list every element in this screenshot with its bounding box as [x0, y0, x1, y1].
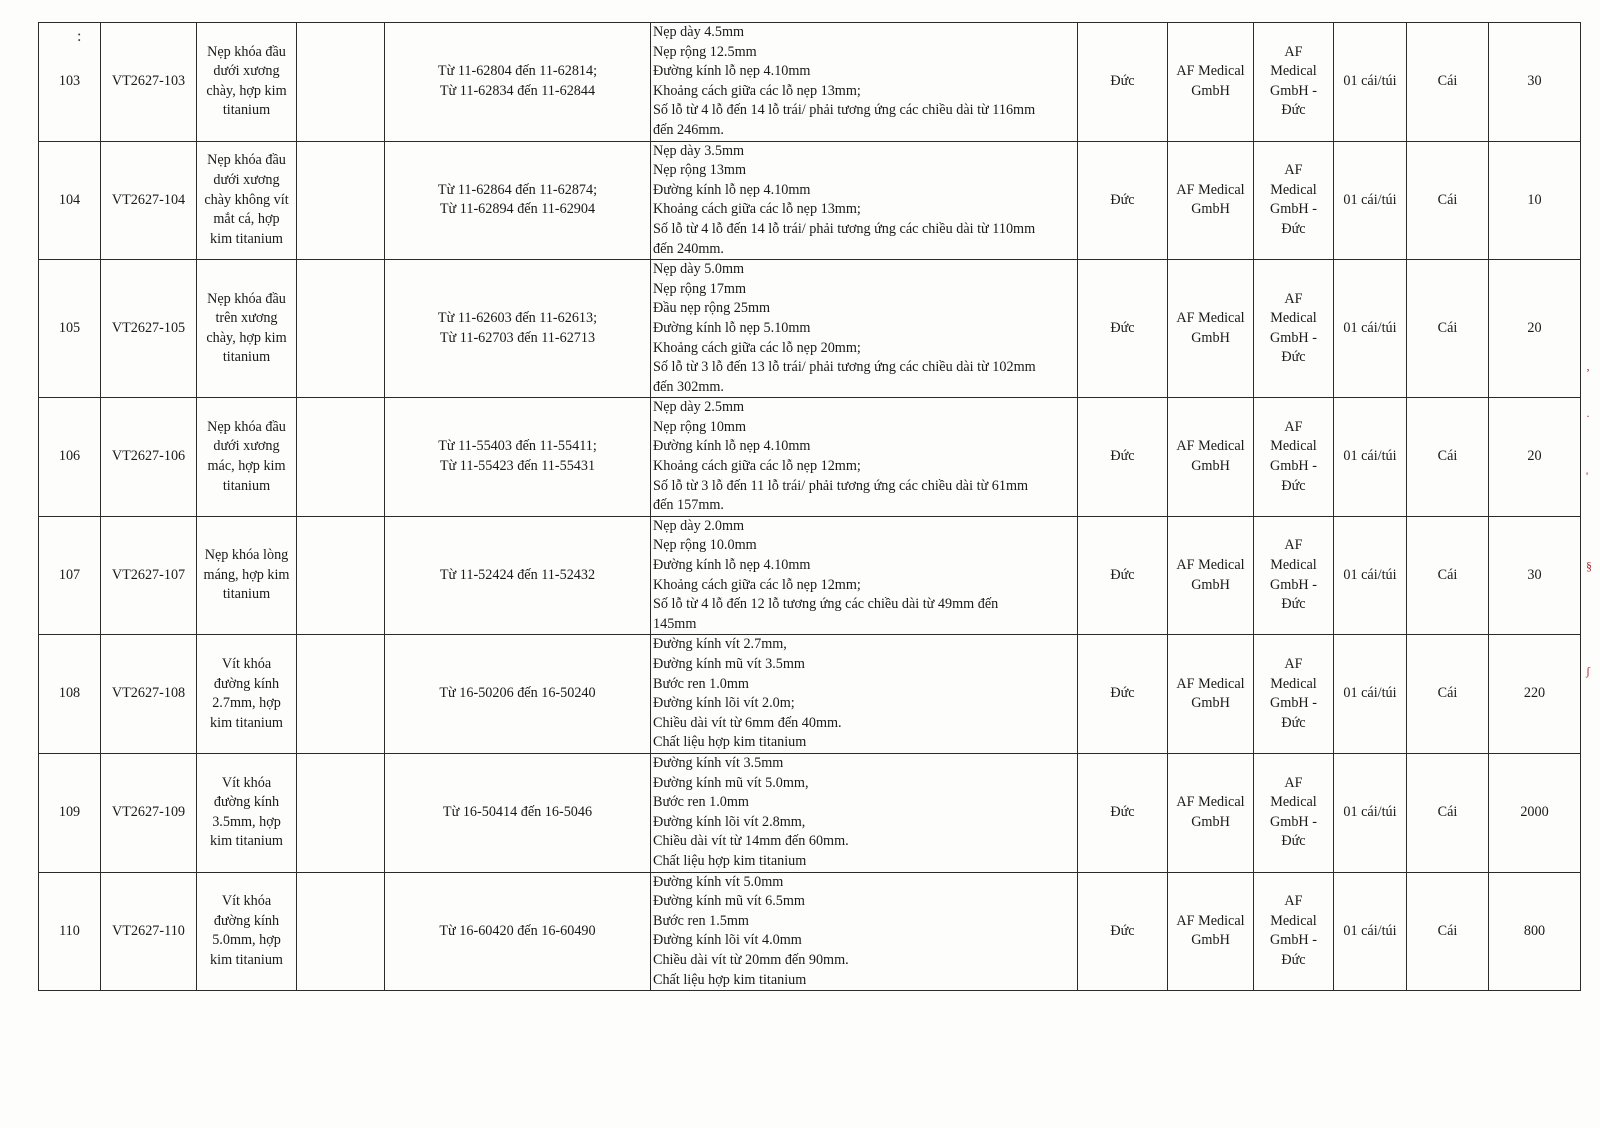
empty-cell-cell [297, 635, 385, 754]
specification-line: Đường kính lỗ nẹp 4.10mm [653, 557, 811, 574]
origin-country-text: Đức [1110, 191, 1135, 208]
origin-country-text: Đức [1110, 803, 1135, 820]
packaging-text: 01 cái/túi [1343, 685, 1397, 702]
item-code-cell [101, 398, 197, 517]
license-holder-line: AF [1284, 162, 1303, 179]
row-number-cell [39, 398, 101, 517]
origin-country-cell [1078, 516, 1168, 635]
unit-cell [1407, 23, 1489, 142]
catalog-codes-line: Từ 16-50414 đến 16-5046 [442, 803, 593, 820]
item-code-text: VT2627-104 [111, 191, 186, 208]
document-page: : 103 VT2627-103 Nẹp khóa đầu dưới xương chày, hợp kim titanium Từ 11-62804 đến 11-62814; Từ 11-62834 đến 11-62844 Nẹp dày 4.5mm Nẹp rộng 12.5mm Đường kính lỗ nẹp 4.10mm Khoảng cách giữa các lỗ nẹp 13mm; Số lỗ từ 4 lỗ đến 14 lỗ trái/ phải tương ứng các chiều dài từ 116mm đến 246mm. Đức AF Medical GmbH AF Medical GmbH - Đức 01 cái/túi Cái 30 104 VT2627-104 Nẹp khóa đầu dưới xương chày không vít mắt cá, hợp kim titanium Từ 11-62864 đến 11-62874; Từ 11-62894 đến 11-62904 Nẹp dày 3.5mm Nẹp rộng 13mm Đường kính lỗ nẹp 4.10mm Khoảng cách giữa các lỗ nẹp 13mm; Số lỗ từ 4 lỗ đến 14 lỗ trái/ phải tương ứng các chiều dài từ 110mm đến 240mm. Đức AF Medical GmbH AF Medical GmbH - Đức 01 cái/túi Cái 10 105 VT2627-105 Nẹp khóa đầu trên xương chày, hợp kim titanium Từ 11-62603 đến 11-62613; Từ 11-62703 đến 11-62713 Nẹp dày 5.0mm Nẹp rộng 17mm Đầu nẹp rộng 25mm Đường kính lỗ nẹp 5.10mm Khoảng cách giữa các lỗ nẹp 20mm; Số lỗ từ 3 lỗ đến 13 lỗ trái/ phải tương ứng các chiều dài từ 102mm đến 302mm. Đức AF Medical GmbH AF Medical GmbH - Đức 01 cái/túi Cái 20 106 VT2627-106 Nẹp khóa đầu dưới xương mác, hợp kim titanium Từ 11-55403 đến 11-55411; Từ 11-55423 đến 11-55431 Nẹp dày 2.5mm Nẹp rộng 10mm Đường kính lỗ nẹp 4.10mm Khoảng cách giữa các lỗ nẹp 12mm; Số lỗ từ 3 lỗ đến 11 lỗ trái/ phải tương ứng các chiều dài từ 61mm đến 157mm. Đức AF Medical GmbH AF Medical GmbH - Đức 01 cái/túi Cái 20 107 VT2627-107 Nẹp khóa lòng máng, hợp kim titanium Từ 11-52424 đến 11-52432 Nẹp dày 2.0mm Nẹp rộng 10.0mm Đường kính lỗ nẹp 4.10mm Khoảng cách giữa các lỗ nẹp 12mm; Số lỗ từ 4 lỗ đến 12 lỗ tương ứng các chiều dài từ 49mm đến 145mm Đức AF Medical GmbH AF Medical GmbH - Đức 01 cái/túi Cái 30 108 VT2627-108 Vít khóa đường kính 2.7mm, hợp kim titanium Từ 16-50206 đến 16-50240 Đường kính vít 2.7mm, Đường kính mũ vít 3.5mm Bước ren 1.0mm Đường kính lõi vít 2.0m; Chiều dài vít từ 6mm đến 40mm. Chất liệu hợp kim titanium Đức AF Medical GmbH AF Medical GmbH - Đức 01 cái/túi Cái 220 109 VT2627-109 Vít khóa đường kính 3.5mm, hợp kim titanium Từ 16-50414 đến 16-5046 Đường kính vít 3.5mm Đường kính mũ vít 5.0mm, Bước ren 1.0mm Đường kính lõi vít 2.8mm, Chiều dài vít từ 14mm đến 60mm. Chất liệu hợp kim titanium Đức AF Medical GmbH AF Medical GmbH - Đức 01 cái/túi Cái 2000 110 VT2627-110 Vít khóa đường kính 5.0mm, hợp kim titanium Từ 16-60420 đến 16-60490 Đường kính vít 5.0mm Đường kính mũ vít 6.5mm Bước ren 1.5mm Đường kính lõi vít 4.0mm Chiều dài vít từ 20mm đến 90mm. Chất liệu hợp kim titanium Đức AF Medical GmbH AF Medical GmbH - Đức 01 cái/túi Cái 800 ‚ · ' § ʃ [0, 0, 1600, 1128]
specification-line: Chiều dài vít từ 6mm đến 40mm. [653, 714, 842, 731]
row-number-text: 103 [58, 72, 81, 89]
specification-line: Số lỗ từ 4 lỗ đến 12 lỗ tương ứng các chiều dài từ 49mm đến [653, 596, 999, 613]
empty-cell-cell [297, 753, 385, 872]
table-row [39, 23, 1581, 142]
row-number-text: 106 [58, 448, 81, 465]
item-name-line: Nẹp khóa đầu [207, 43, 286, 60]
manufacturer-cell [1168, 260, 1254, 398]
license-holder-line: Medical [1270, 557, 1317, 574]
row-number-cell [39, 260, 101, 398]
unit-text: Cái [1437, 685, 1458, 702]
unit-text: Cái [1437, 72, 1458, 89]
license-holder-line: Đức [1281, 477, 1306, 494]
specification-cell [651, 516, 1078, 635]
manufacturer-line: AF Medical [1176, 63, 1245, 80]
specification-line: Khoảng cách giữa các lỗ nẹp 12mm; [653, 576, 861, 593]
item-name-line: mắt cá, hợp [213, 211, 280, 228]
empty-cell-cell [297, 260, 385, 398]
specification-line: Chiều dài vít từ 14mm đến 60mm. [653, 833, 849, 850]
license-holder-line: Medical [1270, 181, 1317, 198]
manufacturer-line: AF Medical [1176, 912, 1245, 929]
catalog-codes-line: Từ 11-62834 đến 11-62844 [439, 82, 596, 99]
license-holder-line: Đức [1281, 833, 1306, 850]
item-code-cell [101, 260, 197, 398]
table-row [39, 753, 1581, 872]
unit-cell [1407, 516, 1489, 635]
unit-cell [1407, 141, 1489, 260]
unit-text: Cái [1437, 191, 1458, 208]
specification-line: Nẹp rộng 10.0mm [653, 537, 757, 554]
catalog-codes-cell [385, 635, 651, 754]
manufacturer-cell [1168, 23, 1254, 142]
specification-line: Chiều dài vít từ 20mm đến 90mm. [653, 951, 849, 968]
item-name-cell [197, 516, 297, 635]
catalog-codes-line: Từ 11-62864 đến 11-62874; [437, 181, 598, 198]
packaging-cell [1334, 635, 1407, 754]
item-name-line: mác, hợp kim [207, 458, 286, 475]
specification-cell [651, 23, 1078, 142]
item-name-line: chày, hợp kim [206, 329, 287, 346]
manufacturer-cell [1168, 141, 1254, 260]
specification-cell [651, 398, 1078, 517]
quantity-text: 30 [1527, 72, 1542, 89]
item-name-line: trên xương [215, 310, 278, 327]
specification-line: Chất liệu hợp kim titanium [653, 734, 807, 751]
license-holder-cell [1254, 260, 1334, 398]
table-body [39, 23, 1581, 991]
specification-line: Khoảng cách giữa các lỗ nẹp 13mm; [653, 82, 861, 99]
quantity-cell [1489, 635, 1581, 754]
item-code-text: VT2627-105 [111, 319, 186, 336]
origin-country-cell [1078, 635, 1168, 754]
packaging-cell [1334, 398, 1407, 517]
item-name-cell [197, 398, 297, 517]
empty-cell-cell [297, 23, 385, 142]
specification-line: Khoảng cách giữa các lỗ nẹp 20mm; [653, 339, 861, 356]
item-code-text: VT2627-103 [111, 72, 186, 89]
item-name-line: chày, hợp kim [206, 82, 287, 99]
specification-line: Đường kính lỗ nẹp 5.10mm [653, 319, 811, 336]
quantity-text: 220 [1523, 685, 1546, 702]
packaging-cell [1334, 872, 1407, 991]
quantity-cell [1489, 753, 1581, 872]
item-name-line: dưới xương [213, 438, 280, 455]
item-name-cell [197, 141, 297, 260]
item-code-text: VT2627-109 [111, 803, 186, 820]
specification-line: đến 157mm. [653, 497, 724, 514]
catalog-codes-cell [385, 260, 651, 398]
catalog-codes-line: Từ 16-60420 đến 16-60490 [439, 922, 596, 939]
origin-country-text: Đức [1110, 685, 1135, 702]
row-number-cell [39, 635, 101, 754]
quantity-cell [1489, 23, 1581, 142]
specification-line: Đường kính vít 2.7mm, [653, 636, 787, 653]
catalog-codes-line: Từ 11-62603 đến 11-62613; [437, 310, 598, 327]
item-name-cell [197, 260, 297, 398]
specification-line: đến 240mm. [653, 240, 724, 257]
catalog-codes-line: Từ 11-62703 đến 11-62713 [439, 329, 596, 346]
origin-country-text: Đức [1110, 319, 1135, 336]
manufacturer-cell [1168, 398, 1254, 517]
packaging-text: 01 cái/túi [1343, 191, 1397, 208]
empty-cell-cell [297, 141, 385, 260]
license-holder-line: GmbH - [1270, 695, 1317, 712]
specification-line: Đường kính lỗ nẹp 4.10mm [653, 63, 811, 80]
packaging-text: 01 cái/túi [1343, 566, 1397, 583]
packaging-text: 01 cái/túi [1343, 922, 1397, 939]
table-row [39, 398, 1581, 517]
item-name-cell [197, 872, 297, 991]
table-row [39, 635, 1581, 754]
license-holder-line: GmbH - [1270, 813, 1317, 830]
item-code-cell [101, 753, 197, 872]
manufacturer-line: GmbH [1191, 576, 1230, 593]
quantity-cell [1489, 260, 1581, 398]
specification-line: Số lỗ từ 3 lỗ đến 13 lỗ trái/ phải tương ứng các chiều dài từ 102mm [653, 359, 1036, 376]
specification-line: Đường kính lỗ nẹp 4.10mm [653, 181, 811, 198]
specification-line: Đường kính mũ vít 5.0mm, [653, 774, 809, 791]
specification-line: đến 246mm. [653, 121, 724, 138]
license-holder-line: Medical [1270, 675, 1317, 692]
item-name-line: titanium [222, 477, 271, 494]
specification-line: Đường kính mũ vít 6.5mm [653, 893, 805, 910]
manufacturer-line: AF Medical [1176, 675, 1245, 692]
item-name-line: dưới xương [213, 63, 280, 80]
item-name-line: 5.0mm, hợp [212, 932, 281, 949]
specification-cell [651, 635, 1078, 754]
license-holder-line: GmbH - [1270, 82, 1317, 99]
quantity-cell [1489, 872, 1581, 991]
catalog-codes-cell [385, 23, 651, 142]
specification-line: Nẹp rộng 17mm [653, 280, 746, 297]
catalog-codes-cell [385, 516, 651, 635]
item-code-text: VT2627-107 [111, 566, 186, 583]
item-name-line: Nẹp khóa đầu [207, 152, 286, 169]
license-holder-line: AF [1284, 43, 1303, 60]
unit-cell [1407, 872, 1489, 991]
item-name-line: kim titanium [210, 833, 283, 850]
catalog-codes-line: Từ 11-62804 đến 11-62814; [437, 63, 598, 80]
manufacturer-line: GmbH [1191, 82, 1230, 99]
specification-line: Bước ren 1.0mm [653, 675, 749, 692]
license-holder-line: GmbH - [1270, 932, 1317, 949]
specification-cell [651, 872, 1078, 991]
packaging-cell [1334, 260, 1407, 398]
origin-country-text: Đức [1110, 72, 1135, 89]
specification-line: Khoảng cách giữa các lỗ nẹp 12mm; [653, 458, 861, 475]
license-holder-line: Medical [1270, 438, 1317, 455]
table-row [39, 260, 1581, 398]
row-number-cell [39, 872, 101, 991]
table-row [39, 516, 1581, 635]
row-number-text: 105 [58, 319, 81, 336]
specification-line: Đường kính lõi vít 2.8mm, [653, 813, 806, 830]
unit-cell [1407, 398, 1489, 517]
license-holder-line: Đức [1281, 349, 1306, 366]
specification-line: Nẹp rộng 10mm [653, 418, 746, 435]
license-holder-line: GmbH - [1270, 201, 1317, 218]
manufacturer-line: AF Medical [1176, 794, 1245, 811]
item-name-cell [197, 753, 297, 872]
item-name-line: 2.7mm, hợp [212, 695, 281, 712]
origin-country-text: Đức [1110, 922, 1135, 939]
license-holder-cell [1254, 516, 1334, 635]
specification-line: Đường kính vít 5.0mm [653, 873, 784, 890]
license-holder-line: AF [1284, 290, 1303, 307]
license-holder-line: Đức [1281, 596, 1306, 613]
item-name-line: dưới xương [213, 171, 280, 188]
item-name-line: Nẹp khóa đầu [207, 290, 286, 307]
license-holder-cell [1254, 753, 1334, 872]
specification-line: Đường kính mũ vít 3.5mm [653, 656, 805, 672]
license-holder-cell [1254, 398, 1334, 517]
items-table [38, 22, 1581, 991]
license-holder-line: AF [1284, 893, 1303, 910]
row-number-text: 104 [58, 191, 81, 208]
manufacturer-line: GmbH [1191, 458, 1230, 475]
specification-line: Nẹp dày 4.5mm [653, 24, 745, 40]
manufacturer-line: AF Medical [1176, 438, 1245, 455]
license-holder-line: Đức [1281, 102, 1306, 119]
item-name-line: titanium [222, 586, 271, 603]
license-holder-line: AF [1284, 656, 1303, 672]
item-name-line: Vít khóa [221, 774, 272, 791]
item-name-line: Nẹp khóa lòng [204, 547, 289, 564]
specification-line: Đường kính vít 3.5mm [653, 754, 784, 771]
specification-line: Đường kính lõi vít 2.0m; [653, 695, 795, 712]
manufacturer-line: GmbH [1191, 695, 1230, 712]
license-holder-cell [1254, 141, 1334, 260]
manufacturer-cell [1168, 516, 1254, 635]
specification-line: Nẹp dày 2.0mm [653, 517, 745, 534]
row-number-text: 109 [58, 803, 81, 820]
origin-country-cell [1078, 260, 1168, 398]
item-name-line: đường kính [213, 912, 280, 929]
unit-text: Cái [1437, 319, 1458, 336]
packaging-cell [1334, 23, 1407, 142]
manufacturer-line: GmbH [1191, 932, 1230, 949]
item-name-cell [197, 23, 297, 142]
item-code-cell [101, 141, 197, 260]
license-holder-line: Đức [1281, 220, 1306, 237]
manufacturer-line: AF Medical [1176, 181, 1245, 198]
packaging-text: 01 cái/túi [1343, 803, 1397, 820]
manufacturer-line: GmbH [1191, 201, 1230, 218]
specification-line: Đầu nẹp rộng 25mm [653, 300, 771, 317]
packaging-text: 01 cái/túi [1343, 448, 1397, 465]
table-row [39, 872, 1581, 991]
item-name-line: 3.5mm, hợp [212, 813, 281, 830]
license-holder-line: Medical [1270, 912, 1317, 929]
license-holder-line: GmbH - [1270, 329, 1317, 346]
origin-country-cell [1078, 23, 1168, 142]
manufacturer-line: GmbH [1191, 813, 1230, 830]
specification-cell [651, 753, 1078, 872]
manufacturer-cell [1168, 753, 1254, 872]
item-name-line: Nẹp khóa đầu [207, 418, 286, 435]
license-holder-line: GmbH - [1270, 458, 1317, 475]
specification-line: Số lỗ từ 4 lỗ đến 14 lỗ trái/ phải tương ứng các chiều dài từ 110mm [653, 220, 1036, 237]
quantity-cell [1489, 516, 1581, 635]
unit-text: Cái [1437, 803, 1458, 820]
specification-line: Bước ren 1.0mm [653, 794, 749, 811]
empty-cell-cell [297, 872, 385, 991]
specification-line: Đường kính lõi vít 4.0mm [653, 932, 802, 949]
quantity-text: 20 [1527, 319, 1542, 336]
license-holder-line: GmbH - [1270, 576, 1317, 593]
specification-line: Nẹp dày 3.5mm [653, 142, 745, 159]
specification-line: đến 302mm. [653, 378, 724, 395]
row-number-cell [39, 141, 101, 260]
quantity-text: 2000 [1520, 803, 1549, 820]
origin-country-cell [1078, 872, 1168, 991]
origin-country-text: Đức [1110, 448, 1135, 465]
item-name-line: titanium [222, 102, 271, 119]
catalog-codes-line: Từ 11-55423 đến 11-55431 [439, 458, 596, 475]
manufacturer-cell [1168, 635, 1254, 754]
catalog-codes-line: Từ 16-50206 đến 16-50240 [439, 685, 596, 702]
catalog-codes-line: Từ 11-62894 đến 11-62904 [439, 201, 596, 218]
specification-line: Khoảng cách giữa các lỗ nẹp 13mm; [653, 201, 861, 218]
unit-text: Cái [1437, 922, 1458, 939]
item-name-line: Vít khóa [221, 893, 272, 910]
item-name-line: đường kính [213, 794, 280, 811]
unit-cell [1407, 260, 1489, 398]
unit-text: Cái [1437, 566, 1458, 583]
license-holder-cell [1254, 23, 1334, 142]
packaging-cell [1334, 516, 1407, 635]
manufacturer-line: AF Medical [1176, 310, 1245, 327]
quantity-text: 800 [1523, 922, 1546, 939]
item-name-line: máng, hợp kim [203, 566, 290, 583]
catalog-codes-cell [385, 753, 651, 872]
origin-country-cell [1078, 753, 1168, 872]
specification-line: Nẹp rộng 12.5mm [653, 43, 757, 60]
quantity-text: 20 [1527, 448, 1542, 465]
manufacturer-cell [1168, 872, 1254, 991]
license-holder-line: Medical [1270, 310, 1317, 327]
specification-line: Chất liệu hợp kim titanium [653, 852, 807, 869]
specification-line: Số lỗ từ 4 lỗ đến 14 lỗ trái/ phải tương ứng các chiều dài từ 116mm [653, 102, 1036, 119]
specification-cell [651, 260, 1078, 398]
item-name-cell [197, 635, 297, 754]
license-holder-line: AF [1284, 774, 1303, 791]
item-name-line: chày không vít [204, 191, 289, 208]
license-holder-line: Đức [1281, 951, 1306, 968]
item-name-line: titanium [222, 349, 271, 366]
specification-line: Nẹp rộng 13mm [653, 162, 746, 179]
quantity-text: 10 [1527, 191, 1542, 208]
origin-country-cell [1078, 398, 1168, 517]
license-holder-cell [1254, 872, 1334, 991]
packaging-text: 01 cái/túi [1343, 72, 1397, 89]
catalog-codes-cell [385, 872, 651, 991]
packaging-cell [1334, 753, 1407, 872]
item-code-text: VT2627-106 [111, 448, 186, 465]
license-holder-line: Medical [1270, 794, 1317, 811]
unit-cell [1407, 635, 1489, 754]
item-name-line: kim titanium [210, 230, 283, 247]
row-number-cell [39, 516, 101, 635]
packaging-cell [1334, 141, 1407, 260]
specification-line: Nẹp dày 5.0mm [653, 261, 745, 278]
catalog-codes-cell [385, 398, 651, 517]
license-holder-cell [1254, 635, 1334, 754]
item-name-line: Vít khóa [221, 656, 272, 672]
item-name-line: kim titanium [210, 951, 283, 968]
quantity-cell [1489, 398, 1581, 517]
item-code-cell [101, 635, 197, 754]
manufacturer-line: GmbH [1191, 329, 1230, 346]
row-number-cell [39, 23, 101, 142]
specification-line: Bước ren 1.5mm [653, 912, 749, 929]
specification-line: Chất liệu hợp kim titanium [653, 971, 807, 988]
table-row [39, 141, 1581, 260]
specification-line: 145mm [653, 615, 697, 632]
specification-line: Nẹp dày 2.5mm [653, 399, 745, 416]
unit-text: Cái [1437, 448, 1458, 465]
stray-mark: : [77, 28, 82, 45]
license-holder-line: Đức [1281, 714, 1306, 731]
specification-line: Số lỗ từ 3 lỗ đến 11 lỗ trái/ phải tương ứng các chiều dài từ 61mm [653, 477, 1029, 494]
quantity-cell [1489, 141, 1581, 260]
row-number-cell [39, 753, 101, 872]
empty-cell-cell [297, 398, 385, 517]
row-number-text: 108 [58, 685, 81, 702]
packaging-text: 01 cái/túi [1343, 319, 1397, 336]
item-code-cell [101, 872, 197, 991]
catalog-codes-line: Từ 11-52424 đến 11-52432 [439, 566, 596, 583]
license-holder-line: AF [1284, 418, 1303, 435]
row-number-text: 110 [59, 922, 80, 939]
item-name-line: đường kính [213, 675, 280, 692]
item-code-text: VT2627-108 [111, 685, 186, 702]
origin-country-text: Đức [1110, 566, 1135, 583]
empty-cell-cell [297, 516, 385, 635]
catalog-codes-line: Từ 11-55403 đến 11-55411; [438, 438, 597, 455]
specification-line: Đường kính lỗ nẹp 4.10mm [653, 438, 811, 455]
specification-cell [651, 141, 1078, 260]
item-code-text: VT2627-110 [112, 922, 185, 939]
item-name-line: kim titanium [210, 714, 283, 731]
item-code-cell [101, 516, 197, 635]
quantity-text: 30 [1527, 566, 1542, 583]
license-holder-line: AF [1284, 537, 1303, 554]
unit-cell [1407, 753, 1489, 872]
catalog-codes-cell [385, 141, 651, 260]
origin-country-cell [1078, 141, 1168, 260]
row-number-text: 107 [58, 566, 81, 583]
manufacturer-line: AF Medical [1176, 557, 1245, 574]
license-holder-line: Medical [1270, 63, 1317, 80]
item-code-cell [101, 23, 197, 142]
